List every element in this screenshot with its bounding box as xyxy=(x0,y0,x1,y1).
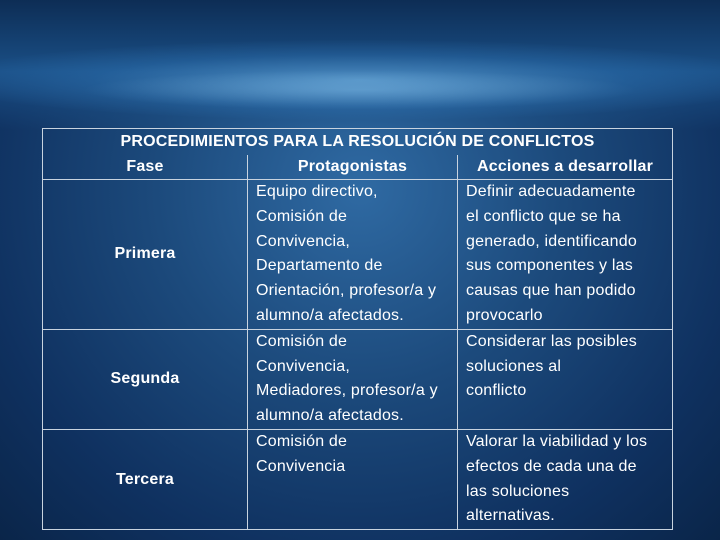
cell-line: Convivencia xyxy=(256,457,346,475)
cell-line: Comisión de xyxy=(256,207,348,225)
protagonistas-cell xyxy=(248,329,458,429)
cell-line: Convivencia, xyxy=(256,357,351,375)
cell-line: Comisión de xyxy=(256,332,348,350)
cell-line: soluciones al xyxy=(466,357,562,375)
table-row xyxy=(43,429,673,529)
cell-line: Considerar las posibles xyxy=(466,332,637,350)
cell-line: alumno/a afectados. xyxy=(256,407,404,425)
table-row xyxy=(43,180,673,330)
header-fase: Fase xyxy=(43,155,248,180)
cell-line: alumno/a afectados. xyxy=(256,306,404,324)
cell-line: generado, identificando xyxy=(466,232,637,250)
cell-line: conflicto xyxy=(466,382,527,400)
protagonistas-cell xyxy=(248,429,458,529)
header-protagonistas: Protagonistas xyxy=(248,155,458,180)
cell-line: alternativas. xyxy=(466,507,555,525)
cell-line: efectos de cada una de xyxy=(466,457,637,475)
fase-cell: Tercera xyxy=(43,429,248,529)
cell-line: el conflicto que se ha xyxy=(466,207,621,225)
table-row xyxy=(43,329,673,429)
procedures-table xyxy=(42,128,673,530)
cell-line: sus componentes y las xyxy=(466,257,633,275)
background-glow xyxy=(80,70,640,110)
cell-line: Departamento de xyxy=(256,257,383,275)
cell-line: Comisión de xyxy=(256,432,348,450)
header-acciones: Acciones a desarrollar xyxy=(458,155,673,180)
table-title-row xyxy=(43,129,673,156)
cell-line: Orientación, profesor/a y xyxy=(256,282,437,300)
cell-line: provocarlo xyxy=(466,306,543,324)
cell-line: Definir adecuadamente xyxy=(466,183,636,200)
acciones-cell xyxy=(458,180,673,330)
cell-line: Mediadores, profesor/a y xyxy=(256,382,438,400)
cell-line: Equipo directivo, xyxy=(256,183,378,200)
table-header-row xyxy=(43,155,673,180)
protagonistas-cell xyxy=(248,180,458,330)
cell-line: causas que han podido xyxy=(466,282,636,300)
cell-line: Valorar la viabilidad y los xyxy=(466,432,648,450)
fase-cell: Primera xyxy=(43,180,248,330)
table-title: PROCEDIMIENTOS PARA LA RESOLUCIÓN DE CONFLICTOS xyxy=(43,129,673,156)
cell-line: Convivencia, xyxy=(256,232,351,250)
fase-cell: Segunda xyxy=(43,329,248,429)
acciones-cell xyxy=(458,429,673,529)
cell-line: las soluciones xyxy=(466,482,570,500)
acciones-cell xyxy=(458,329,673,429)
